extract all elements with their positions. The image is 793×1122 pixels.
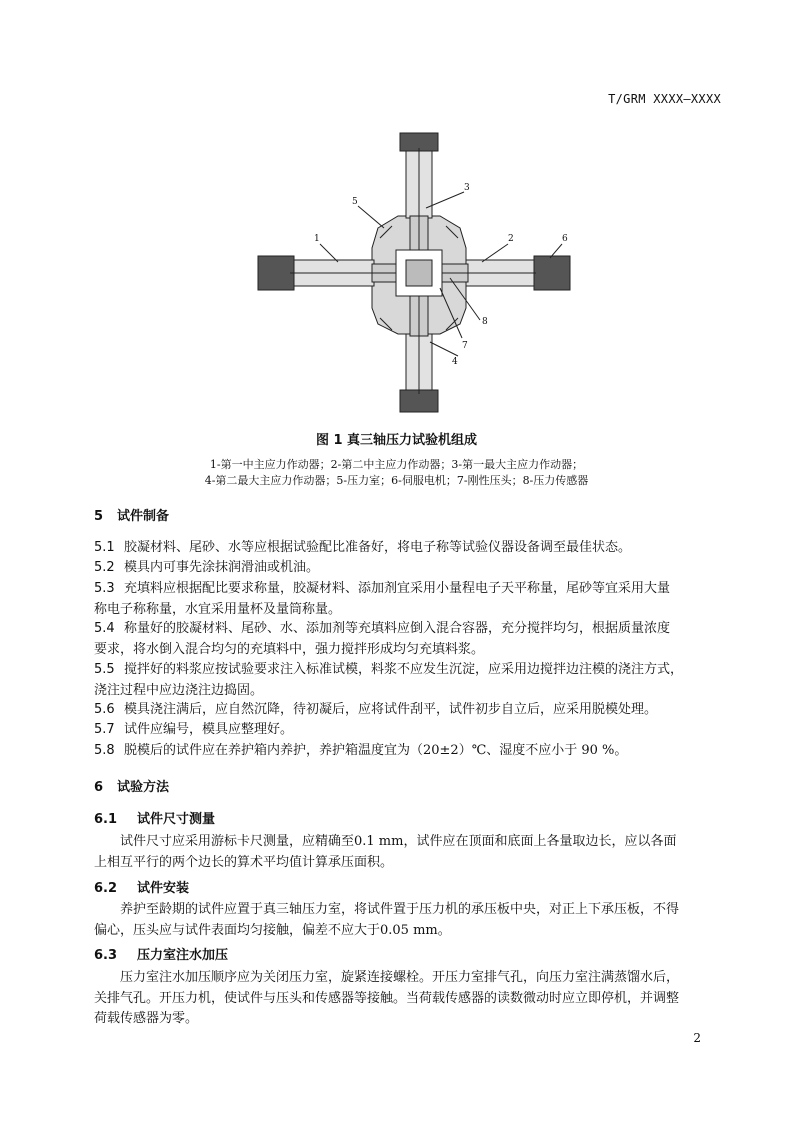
clause-5-7 bbox=[94, 720, 718, 741]
figure-title: 图 1 真三轴压力试验机组成 bbox=[315, 433, 478, 448]
clause-number: 5.3 bbox=[94, 581, 115, 596]
subsection-title: 压力室注水加压 bbox=[137, 948, 229, 963]
section-number: 5 bbox=[94, 509, 104, 524]
subsection-6-2-heading bbox=[94, 877, 189, 896]
subsection-6-1-body bbox=[94, 832, 718, 873]
body-line: 压力室注水加压顺序应为关闭压力室，旋紧连接螺栓。开压力室排气孔，向压力室注满蒸馏水后， bbox=[120, 970, 680, 985]
clause-number: 5.4 bbox=[94, 621, 115, 636]
clause-number: 5.7 bbox=[94, 722, 115, 737]
section-6-heading bbox=[94, 776, 169, 795]
callout-1: 1 bbox=[314, 234, 320, 244]
clause-text: 试件应编号，模具应整理好。 bbox=[124, 722, 294, 737]
section-title: 试件制备 bbox=[117, 509, 170, 524]
clause-text: 脱模后的试件应在养护箱内养护，养护箱温度宜为（20±2）℃、湿度不应小于 90 %。 bbox=[124, 743, 628, 758]
section-number: 6 bbox=[94, 780, 104, 795]
clause-text: 充填料应根据配比要求称量，胶凝材料、添加剂宜采用小量程电子天平称量，尾砂等宜采用大量 bbox=[124, 581, 671, 596]
document-code: T/GRM XXXX—XXXX bbox=[608, 92, 721, 106]
clause-text-cont: 要求，将水倒入混合均匀的充填料中，强力搅拌形成均匀充填料浆。 bbox=[94, 641, 485, 657]
clause-number: 5.1 bbox=[94, 540, 115, 555]
clause-number: 5.5 bbox=[94, 662, 115, 677]
clause-5-1 bbox=[94, 538, 718, 559]
triaxial-machine-diagram bbox=[250, 128, 580, 418]
figure-caption-line1: 1-第一中主应力作动器；2-第二中主应力作动器；3-第一最大主应力作动器； bbox=[209, 458, 584, 471]
body-line: 上相互平行的两个边长的算术平均值计算承压面积。 bbox=[94, 854, 394, 870]
subsection-6-2-body bbox=[94, 900, 718, 941]
body-line: 养护至龄期的试件应置于真三轴压力室，将试件置于压力机的承压板中央，对正上下承压板，不得 bbox=[120, 902, 680, 917]
body-line: 荷载传感器为零。 bbox=[94, 1011, 199, 1026]
subsection-title: 试件安装 bbox=[137, 881, 190, 896]
clause-5-3 bbox=[94, 579, 718, 620]
clause-5-8 bbox=[94, 741, 718, 762]
subsection-number: 6.2 bbox=[94, 881, 118, 896]
callout-8: 8 bbox=[482, 317, 488, 327]
clause-text-cont: 浇注过程中应边浇注边捣固。 bbox=[94, 682, 264, 698]
section-title: 试验方法 bbox=[117, 780, 170, 795]
body-line: 偏心，压头应与试件表面均匀接触，偏差不应大于0.05 mm。 bbox=[94, 922, 451, 938]
subsection-6-1-heading bbox=[94, 808, 215, 827]
clause-5-4 bbox=[94, 619, 718, 660]
subsection-6-3-body bbox=[94, 968, 718, 1030]
subsection-number: 6.3 bbox=[94, 948, 118, 963]
callout-5: 5 bbox=[352, 197, 358, 207]
subsection-title: 试件尺寸测量 bbox=[137, 812, 216, 827]
callout-2: 2 bbox=[508, 234, 514, 244]
clause-text: 模具浇注满后，应自然沉降，待初凝后，应将试件刮平，试件初步自立后，应采用脱模处理。 bbox=[124, 702, 658, 717]
page-number: 2 bbox=[693, 1031, 701, 1045]
body-line: 试件尺寸应采用游标卡尺测量，应精确至0.1 mm，试件应在顶面和底面上各量取边长，应以各面 bbox=[120, 834, 677, 849]
clause-number: 5.2 bbox=[94, 560, 115, 575]
clause-number: 5.6 bbox=[94, 702, 115, 717]
clause-text: 胶凝材料、尾砂、水等应根据试验配比准备好，将电子称等试验仪器设备调至最佳状态。 bbox=[124, 540, 632, 555]
subsection-number: 6.1 bbox=[94, 812, 118, 827]
clause-5-5 bbox=[94, 660, 718, 701]
clause-text: 模具内可事先涂抹润滑油或机油。 bbox=[124, 560, 320, 575]
callout-4: 4 bbox=[452, 357, 458, 367]
figure-caption-line2: 4-第二最大主应力作动器；5-压力室；6-伺服电机；7-刚性压头；8-压力传感器 bbox=[204, 474, 589, 487]
callout-7: 7 bbox=[462, 341, 468, 351]
section-5-heading bbox=[94, 505, 169, 524]
clause-text: 搅拌好的料浆应按试验要求注入标准试模，料浆不应发生沉淀，应采用边搅拌边注模的浇注方式， bbox=[124, 662, 684, 677]
clause-5-2 bbox=[94, 558, 718, 579]
callout-3: 3 bbox=[464, 183, 470, 193]
body-line: 关排气孔。开压力机，使试件与压头和传感器等接触。当荷载传感器的读数微动时应立即停机，并调整 bbox=[94, 990, 680, 1006]
clause-text-cont: 称电子称称量，水宜采用量杯及量筒称量。 bbox=[94, 601, 342, 617]
clause-number: 5.8 bbox=[94, 743, 115, 758]
callout-6: 6 bbox=[562, 234, 568, 244]
clause-5-6 bbox=[94, 700, 718, 721]
subsection-6-3-heading bbox=[94, 944, 228, 963]
clause-text: 称量好的胶凝材料、尾砂、水、添加剂等充填料应倒入混合容器，充分搅拌均匀，根据质量浓度 bbox=[124, 621, 671, 636]
